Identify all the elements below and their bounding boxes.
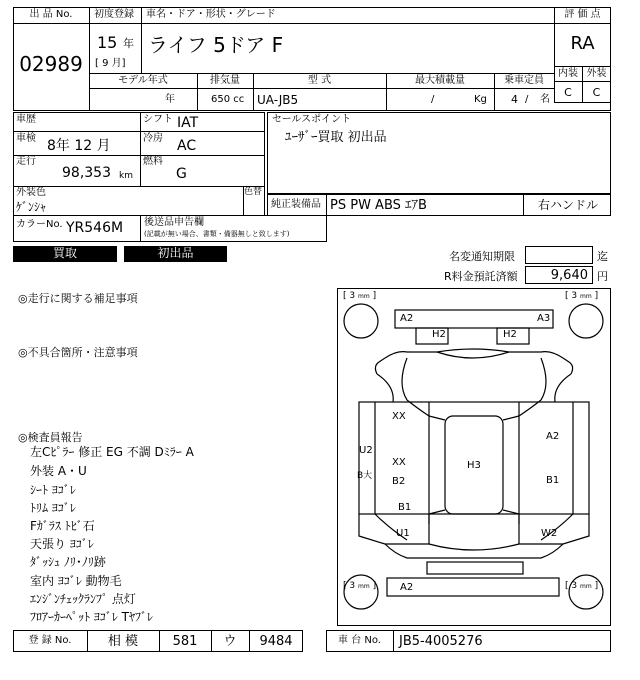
name-change-label: 名変通知期限 <box>449 250 515 263</box>
handle: 右ハンドル <box>538 198 599 212</box>
type-label: 型 式 <box>307 75 332 86</box>
damage-code-rear-left-b: B1 <box>398 502 412 513</box>
max-load-unit: Kg <box>474 94 487 105</box>
sales-point: ﾕｰｻﾞｰ買取 初出品 <box>285 130 387 145</box>
recycle-amount: 9,640 <box>550 268 588 283</box>
buyback-badge: 買取 <box>13 246 117 262</box>
chassis-no: JB5-4005276 <box>399 634 483 649</box>
damage-code-front-bumper-left: A2 <box>400 313 414 324</box>
color-frame <box>13 186 265 216</box>
model-year-unit: 年 <box>165 94 175 105</box>
lot-no: 02989 <box>19 52 83 76</box>
ext-color: ｹﾞﾝｼｬ <box>16 200 47 214</box>
color-no: YR546M <box>66 220 124 236</box>
model-year-label: モデル年式 <box>118 75 168 86</box>
fuel-label: 燃料 <box>143 156 163 167</box>
divider <box>89 73 554 74</box>
fuel: G <box>176 166 187 182</box>
color-change-label: 色替 <box>244 187 263 197</box>
report-line: 左Cﾋﾟﾗｰ 修正 EG 不調 Dﾐﾗｰ A <box>30 445 194 459</box>
shift: IAT <box>177 115 199 131</box>
rating: RA <box>570 33 595 54</box>
damage-code-door-right: B1 <box>546 475 560 486</box>
vehicle-name: ライフ 5ドア F <box>148 33 284 57</box>
capacity-label: 乗車定員 <box>504 75 544 86</box>
vehicle-label: 車名・ドア・形状・グレード <box>146 9 276 20</box>
post-doc-label: 後送品申告欄 <box>144 217 204 228</box>
report-line: 外装 A・U <box>30 464 87 478</box>
divider <box>140 215 141 242</box>
inspection-label: 車検 <box>16 133 36 144</box>
name-change-unit: 迄 <box>597 250 608 263</box>
max-load-sep: / <box>431 94 435 105</box>
year-unit: 年 <box>123 37 134 50</box>
damage-code-rear-bumper: A2 <box>400 582 414 593</box>
first-reg-year: 15 <box>97 33 118 52</box>
inspector-label: ◎検査員報告 <box>18 431 83 444</box>
reg-class: 581 <box>172 634 198 649</box>
defects-label: ◎不具合箇所・注意事項 <box>18 346 138 359</box>
report-line: 室内 ﾖｺﾞﾚ 動物毛 <box>30 574 122 588</box>
reg-area: 相 模 <box>107 634 139 649</box>
divider <box>554 102 611 103</box>
capacity-unit: 名 <box>540 94 550 105</box>
mileage: 98,353 <box>62 165 111 181</box>
interior-label: 内装 <box>558 68 578 79</box>
damage-code-door-left-top: U2 <box>359 445 373 456</box>
damage-code-roof: H3 <box>467 460 481 471</box>
displacement-label: 排気量 <box>210 75 240 86</box>
sales-point-label: セールスポイント <box>272 114 352 125</box>
damage-code-front-bumper-right: A3 <box>537 313 551 324</box>
report-line: 天張り ﾖｺﾞﾚ <box>30 537 94 551</box>
post-doc-note: (記載が無い場合、書類・備器無しと致します) <box>144 230 290 238</box>
displacement: 650 cc <box>211 94 245 105</box>
name-change-box <box>525 246 593 264</box>
reg-kana: ウ <box>223 634 237 649</box>
mileage-label: 走行 <box>16 156 36 167</box>
reg-no-label: 登 録 No. <box>28 635 72 646</box>
report-line: ﾌﾛｱｰｶｰﾍﾟｯﾄ ﾖｺﾞﾚ Tﾔﾌﾞﾚ <box>30 610 153 624</box>
chassis-label: 車 台 No. <box>338 635 381 646</box>
first-reg-label: 初度登録 <box>94 9 134 20</box>
ac-label: 冷房 <box>143 133 163 144</box>
divider <box>89 23 554 24</box>
divider <box>141 7 142 73</box>
divider <box>13 155 265 156</box>
damage-code-door-left-mid: B大 <box>357 471 373 481</box>
type: UA-JB5 <box>257 93 299 107</box>
first-listing-badge: 初出品 <box>124 246 227 262</box>
recycle-unit: 円 <box>597 270 608 283</box>
ac: AC <box>177 138 197 154</box>
mileage-unit: km <box>119 171 133 181</box>
equipment-label: 純正装備品 <box>271 199 321 210</box>
inspection: 8年 12 月 <box>47 138 111 154</box>
divider <box>554 23 611 24</box>
divider <box>523 194 524 216</box>
damage-code-hood-left: XX <box>392 411 406 422</box>
running-notes-label: ◎走行に関する補足事項 <box>18 292 138 305</box>
tire-label: [ 3 mm ] <box>565 291 599 301</box>
capacity: 4 <box>511 93 518 106</box>
report-line: ｼｰﾄ ﾖｺﾞﾚ <box>30 483 76 497</box>
divider <box>89 88 554 89</box>
damage-code-fender-right: A2 <box>546 431 560 442</box>
damage-code-door-left-a: XX <box>392 457 406 468</box>
capacity-sep: / <box>525 94 529 105</box>
damage-code-rear-right: W2 <box>541 528 558 539</box>
tire-label: [ 3 mm ] <box>343 291 377 301</box>
shift-label: シフト <box>143 114 173 125</box>
reg-number: 9484 <box>259 634 293 649</box>
interior-grade: C <box>564 86 572 99</box>
history-label: 車歴 <box>16 114 36 125</box>
exterior-label: 外装 <box>586 68 607 79</box>
divider <box>13 131 265 132</box>
tire-label: [ 3 mm ] <box>343 581 377 591</box>
equipment: PS PW ABS ｴｱB <box>330 198 427 213</box>
divider <box>13 23 89 24</box>
exterior-grade: C <box>592 86 601 99</box>
report-line: ﾄﾘﾑ ﾖｺﾞﾚ <box>30 501 76 515</box>
damage-code-headlight-left: H2 <box>432 329 446 340</box>
divider <box>326 194 327 216</box>
report-line: Fｶﾞﾗｽ ﾄﾋﾞ石 <box>30 519 95 533</box>
divider <box>140 112 141 187</box>
damage-code-door-left-b: B2 <box>392 476 406 487</box>
report-line: ﾀﾞｯｼｭ ﾉﾘ･ﾉﾘ跡 <box>30 555 106 569</box>
ext-color-label: 外装色 <box>16 187 46 198</box>
first-reg-month: [ 9 月] <box>95 58 126 69</box>
rating-label: 評 価 点 <box>564 9 601 20</box>
damage-code-rear-left-u: U1 <box>396 528 410 539</box>
tire-label: [ 3 mm ] <box>565 581 599 591</box>
lot-no-label: 出 品 No. <box>29 9 73 20</box>
max-load-label: 最大積載量 <box>415 75 465 86</box>
recycle-label: R料金預託済額 <box>444 270 518 283</box>
damage-code-headlight-right: H2 <box>503 329 517 340</box>
report-line: ｴﾝｼﾞﾝﾁｪｯｸﾗﾝﾌﾟ 点灯 <box>30 592 136 606</box>
car-diagram <box>337 288 611 626</box>
divider <box>393 630 394 652</box>
color-no-label: カラーNo. <box>16 219 63 230</box>
